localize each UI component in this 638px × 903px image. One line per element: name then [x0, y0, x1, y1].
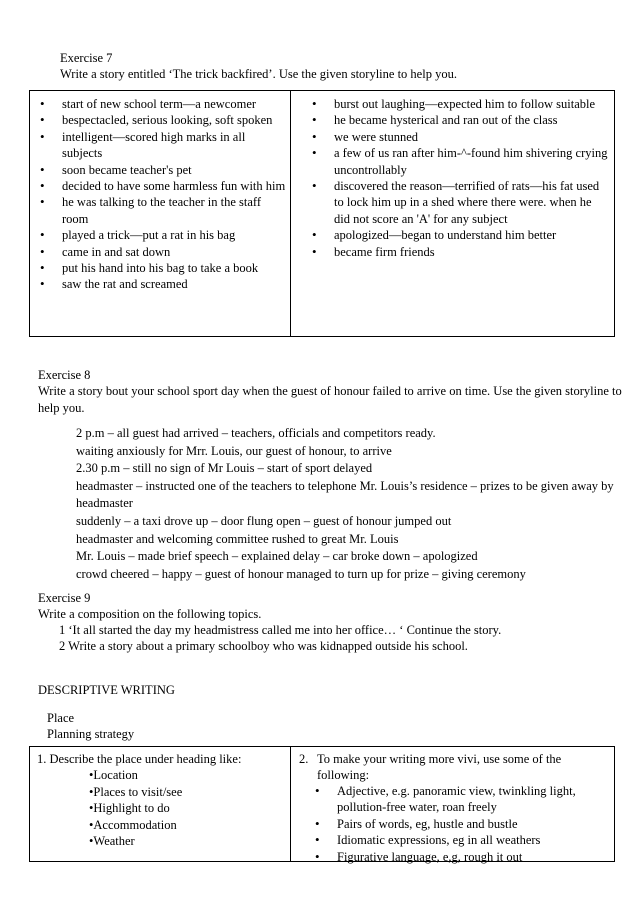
exercise-9-topic-2: 2 Write a story about a primary schoolboy who was kidnapped outside his school. [59, 639, 468, 653]
list-item: • became firm friends [308, 244, 608, 260]
storyline-line: headmaster – instructed one of the teachers to telephone Mr. Louis’s residence – prizes to be given away by [76, 478, 614, 493]
planning-right-number: 2. [299, 752, 309, 766]
list-item: • saw the rat and screamed [36, 276, 288, 292]
storyline-line: headmaster [76, 496, 133, 511]
storyline-line: 2 p.m – all guest had arrived – teachers, officials and competitors ready. [76, 426, 436, 440]
storyline-line: suddenly – a taxi drove up – door flung open – guest of honour jumped out [76, 513, 452, 528]
place-label: Place [47, 711, 75, 725]
exercise-7-instruction: Write a story entitled ‘The trick backfired’. Use the given storyline to help you. [60, 67, 457, 81]
exercise-7-right-list [308, 96, 608, 260]
list-item: • we were stunned [308, 129, 608, 145]
list-item: • Highlight to do [89, 800, 182, 817]
storyline-line: waiting anxiously for Mrr. Louis, our guest of honour, to arrive [76, 443, 392, 458]
list-item: • decided to have some harmless fun with him [36, 178, 288, 194]
list-item: • burst out laughing—expected him to follow suitable [308, 96, 608, 112]
planning-right-title: To make your writing more vivi, use some of the following: [317, 752, 562, 783]
list-item: • discovered the reason—terrified of rats—his fat used to lock him up in a shed where there were. when he did not score an 'A' for any subject [308, 178, 608, 227]
storyline-line: crowd cheered – happy – guest of honour managed to turn up for prize – giving ceremony [76, 566, 526, 581]
planning-left-title: 1. Describe the place under heading like: [37, 752, 242, 766]
list-item: • he became hysterical and ran out of the class [308, 112, 608, 128]
exercise-8-storyline [76, 425, 614, 583]
list-item: • Idiomatic expressions, eg in all weathers [311, 832, 611, 848]
exercise-7-left-list [36, 96, 288, 293]
list-item: • put his hand into his bag to take a book [36, 260, 288, 276]
exercise-7-heading: Exercise 7 [60, 51, 113, 65]
list-item: • a few of us ran after him-^-found him shivering crying uncontrollably [308, 145, 608, 178]
exercise-9-heading: Exercise 9 [38, 591, 91, 605]
list-item: • bespectacled, serious looking, soft spoken [36, 112, 288, 128]
list-item: • came in and sat down [36, 244, 288, 260]
planning-table-divider [290, 746, 291, 862]
planning-right-list [311, 783, 611, 865]
list-item: • apologized—began to understand him better [308, 227, 608, 243]
exercise-9-topic-1: 1 ‘It all started the day my headmistress called me into her office… ‘ Continue the story. [59, 623, 502, 637]
storyline-line: headmaster and welcoming committee rushed to great Mr. Louis [76, 531, 399, 546]
list-item: • Places to visit/see [89, 784, 182, 801]
list-item: • start of new school term—a newcomer [36, 96, 288, 112]
storyline-line: Mr. Louis – made brief speech – explained delay – car broke down – apologized [76, 549, 478, 564]
list-item: • Figurative language, e,g, rough it out [311, 849, 611, 865]
list-item: • Weather [89, 833, 182, 850]
exercise-9-instruction: Write a composition on the following topics. [38, 607, 262, 621]
descriptive-writing-heading: DESCRIPTIVE WRITING [38, 683, 175, 697]
planning-left-list [89, 767, 182, 850]
planning-strategy-label: Planning strategy [47, 727, 135, 741]
exercise-8-instruction: Write a story bout your school sport day when the guest of honour failed to arrive on time. Use the given storyline to help you. [38, 384, 622, 415]
list-item: • Pairs of words, eg, hustle and bustle [311, 816, 611, 832]
list-item: • played a trick—put a rat in his bag [36, 227, 288, 243]
exercise-8-heading: Exercise 8 [38, 368, 91, 382]
list-item: • intelligent—scored high marks in all subjects [36, 129, 288, 162]
list-item: • Location [89, 767, 182, 784]
list-item: • soon became teacher's pet [36, 162, 288, 178]
list-item: • Adjective, e.g. panoramic view, twinkling light, pollution-free water, roan freely [311, 783, 611, 816]
list-item: • he was talking to the teacher in the staff room [36, 194, 288, 227]
storyline-line: 2.30 p.m – still no sign of Mr Louis – start of sport delayed [76, 461, 373, 476]
list-item: • Accommodation [89, 817, 182, 834]
exercise-7-table-divider [290, 90, 291, 337]
